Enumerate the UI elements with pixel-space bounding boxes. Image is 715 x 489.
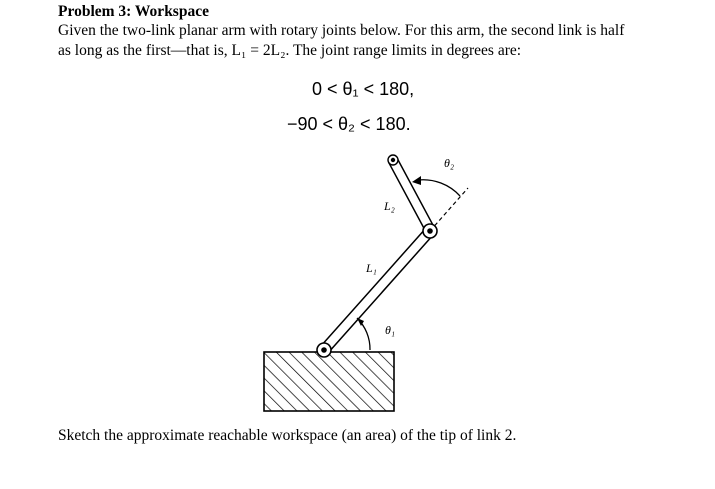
fixed-base (264, 352, 394, 411)
base-joint-pin (321, 347, 327, 353)
theta2-constraint: −90 < θ₂ < 180. (287, 114, 411, 134)
link-2 (389, 158, 434, 232)
label-theta2: θ₂ (444, 156, 455, 170)
label-theta1: θ₁ (385, 323, 396, 337)
link-1 (321, 228, 434, 354)
link-1-extension-dashed (430, 188, 468, 231)
question-text: Sketch the approximate reachable workspace (an area) of the tip of link 2. (58, 427, 517, 444)
description-line-2: as long as the first—that is, L₁ = 2L₂. The joint range limits in degrees are: (58, 42, 522, 59)
theta1-constraint: 0 < θ₁ < 180, (312, 79, 415, 99)
label-L2: L₂ (384, 199, 395, 213)
theta2-arrowhead (412, 176, 421, 185)
description-line-1: Given the two-link planar arm with rotary joints below. For this arm, the second link is half (58, 22, 625, 39)
theta2-arc (418, 180, 460, 196)
label-L1: L₁ (366, 261, 377, 275)
theta1-arc (357, 318, 370, 350)
end-effector-tip-pin (391, 158, 395, 162)
problem-title: Problem 3: Workspace (58, 3, 209, 20)
elbow-joint-pin (427, 228, 433, 234)
